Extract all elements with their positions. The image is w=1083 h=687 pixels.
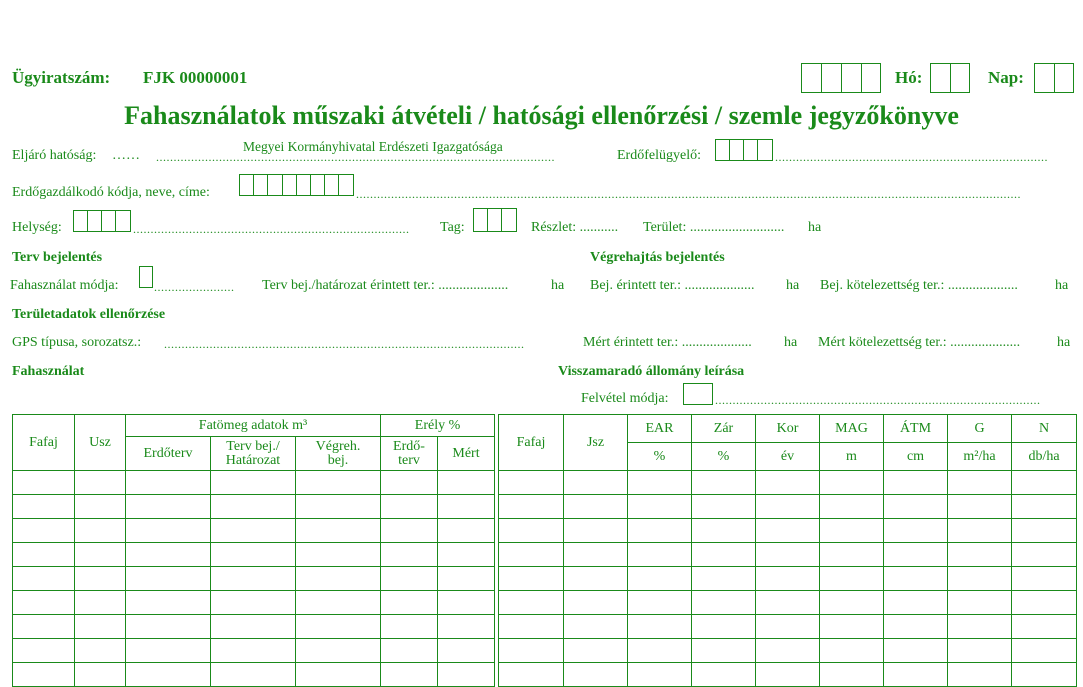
table-row [13,543,495,567]
col-species: Fafaj [13,415,75,471]
notified-area-field[interactable]: Bej. érintett ter.: .................... [590,278,755,293]
table-row [499,567,1077,591]
col-execution: Végreh. bej. [296,437,381,471]
table-row [499,591,1077,615]
forest-manager-code-boxes[interactable] [239,174,354,196]
harvest-heading: Fahasználat [12,364,85,379]
forest-manager-label: Erdőgazdálkodó kódja, neve, címe: [12,185,210,200]
notified-obligation-field[interactable]: Bej. kötelezettség ter.: .................... [820,278,1018,293]
area-field[interactable]: Terület: ........................... [643,220,785,235]
unit-diameter: cm [884,443,948,471]
plan-area-field[interactable]: Terv bej./határozat érintett ter.: .................... [262,278,509,293]
gps-field[interactable]: ....................................................................................................... [164,337,525,351]
month-input-boxes[interactable] [930,63,970,93]
unit-stem-count: db/ha [1012,443,1077,471]
compartment-boxes[interactable] [473,208,517,232]
notified-obligation-unit: ha [1055,278,1069,293]
table-row [13,615,495,639]
notified-area-unit: ha [786,278,800,293]
table-row [13,639,495,663]
subcompartment-field[interactable]: Részlet: ........... [531,220,619,235]
day-label: Nap: [988,68,1024,87]
day-input-boxes[interactable] [1034,63,1074,93]
plan-notification-heading: Terv bejelentés [12,250,103,265]
harvest-method-box[interactable] [139,266,153,288]
col-forest-plan: Erdőterv [126,437,211,471]
file-number-label: Ügyiratszám: [12,68,111,87]
forest-supervisor-label: Erdőfelügyelő: [617,148,701,163]
harvest-table [12,414,495,687]
measured-area-field[interactable]: Mért érintett ter.: .................... [583,335,752,350]
forest-supervisor-boxes[interactable] [715,139,773,161]
remaining-stand-table-body [499,471,1077,687]
remaining-stand-table [498,414,1077,687]
col-plan-notification: Terv bej./ Határozat [211,437,296,471]
col-basal-area: G [948,415,1012,443]
compartment-label: Tag: [440,220,465,235]
settlement-label: Helység: [12,220,62,235]
gps-label: GPS típusa, sorozatsz.: [12,335,142,350]
year-input-boxes[interactable] [801,63,881,93]
unit-height: m [820,443,884,471]
table-row [499,543,1077,567]
col-diameter: ÁTM [884,415,948,443]
file-number-value: FJK 00000001 [143,68,248,87]
unit-ear: % [628,443,692,471]
measured-area-unit: ha [784,335,798,350]
col-intensity-plan: Erdő- terv [381,437,438,471]
survey-method-label: Felvétel módja: [581,391,669,406]
measured-obligation-unit: ha [1057,335,1071,350]
survey-method-box[interactable] [683,383,713,405]
table-row [499,639,1077,663]
harvest-method-field[interactable]: ....................... [154,280,235,294]
col-species: Fafaj [499,415,564,471]
col-symbol: Jsz [564,415,628,471]
table-row [499,495,1077,519]
authority-prefix: …… [112,148,140,163]
authority-field[interactable]: .................................................................................................................. [156,150,555,164]
unit-age: év [756,443,820,471]
forest-manager-field[interactable]: .............................................................................................................................................................................................. [356,187,1021,201]
col-ear: EAR [628,415,692,443]
harvest-table-body [13,471,495,687]
harvest-method-label: Fahasználat módja: [10,278,119,293]
authority-value: Megyei Kormányhivatal Erdészeti Igazgatósága [243,139,503,154]
unit-closure: % [692,443,756,471]
table-row [499,663,1077,687]
col-age: Kor [756,415,820,443]
settlement-boxes[interactable] [73,210,131,232]
col-group-volume: Fatömeg adatok m³ [126,415,381,437]
area-unit: ha [808,220,822,235]
table-row [499,471,1077,495]
table-row [13,471,495,495]
col-intensity-measured: Mért [438,437,495,471]
plan-area-unit: ha [551,278,565,293]
settlement-field[interactable]: ............................................................................... [133,222,410,236]
forest-supervisor-field[interactable]: .............................................................................. [775,150,1048,164]
unit-basal-area: m²/ha [948,443,1012,471]
col-height: MAG [820,415,884,443]
survey-method-field[interactable]: ............................................................................................. [715,393,1041,407]
col-stand-layer: Usz [75,415,126,471]
table-row [13,591,495,615]
table-row [499,615,1077,639]
col-stem-count: N [1012,415,1077,443]
execution-notification-heading: Végrehajtás bejelentés [590,250,725,265]
month-label: Hó: [895,68,923,87]
table-row [13,495,495,519]
col-closure: Zár [692,415,756,443]
table-row [13,567,495,591]
table-row [13,663,495,687]
page-title: Fahasználatok műszaki átvételi / hatósági ellenőrzési / szemle jegyzőkönyve [124,101,959,130]
area-data-heading: Területadatok ellenőrzése [12,307,166,322]
table-row [499,519,1077,543]
col-group-intensity: Erély % [381,415,495,437]
authority-label: Eljáró hatóság: [12,148,97,163]
remaining-stand-heading: Visszamaradó állomány leírása [558,364,745,379]
measured-obligation-field[interactable]: Mért kötelezettség ter.: .................... [818,335,1021,350]
table-row [13,519,495,543]
